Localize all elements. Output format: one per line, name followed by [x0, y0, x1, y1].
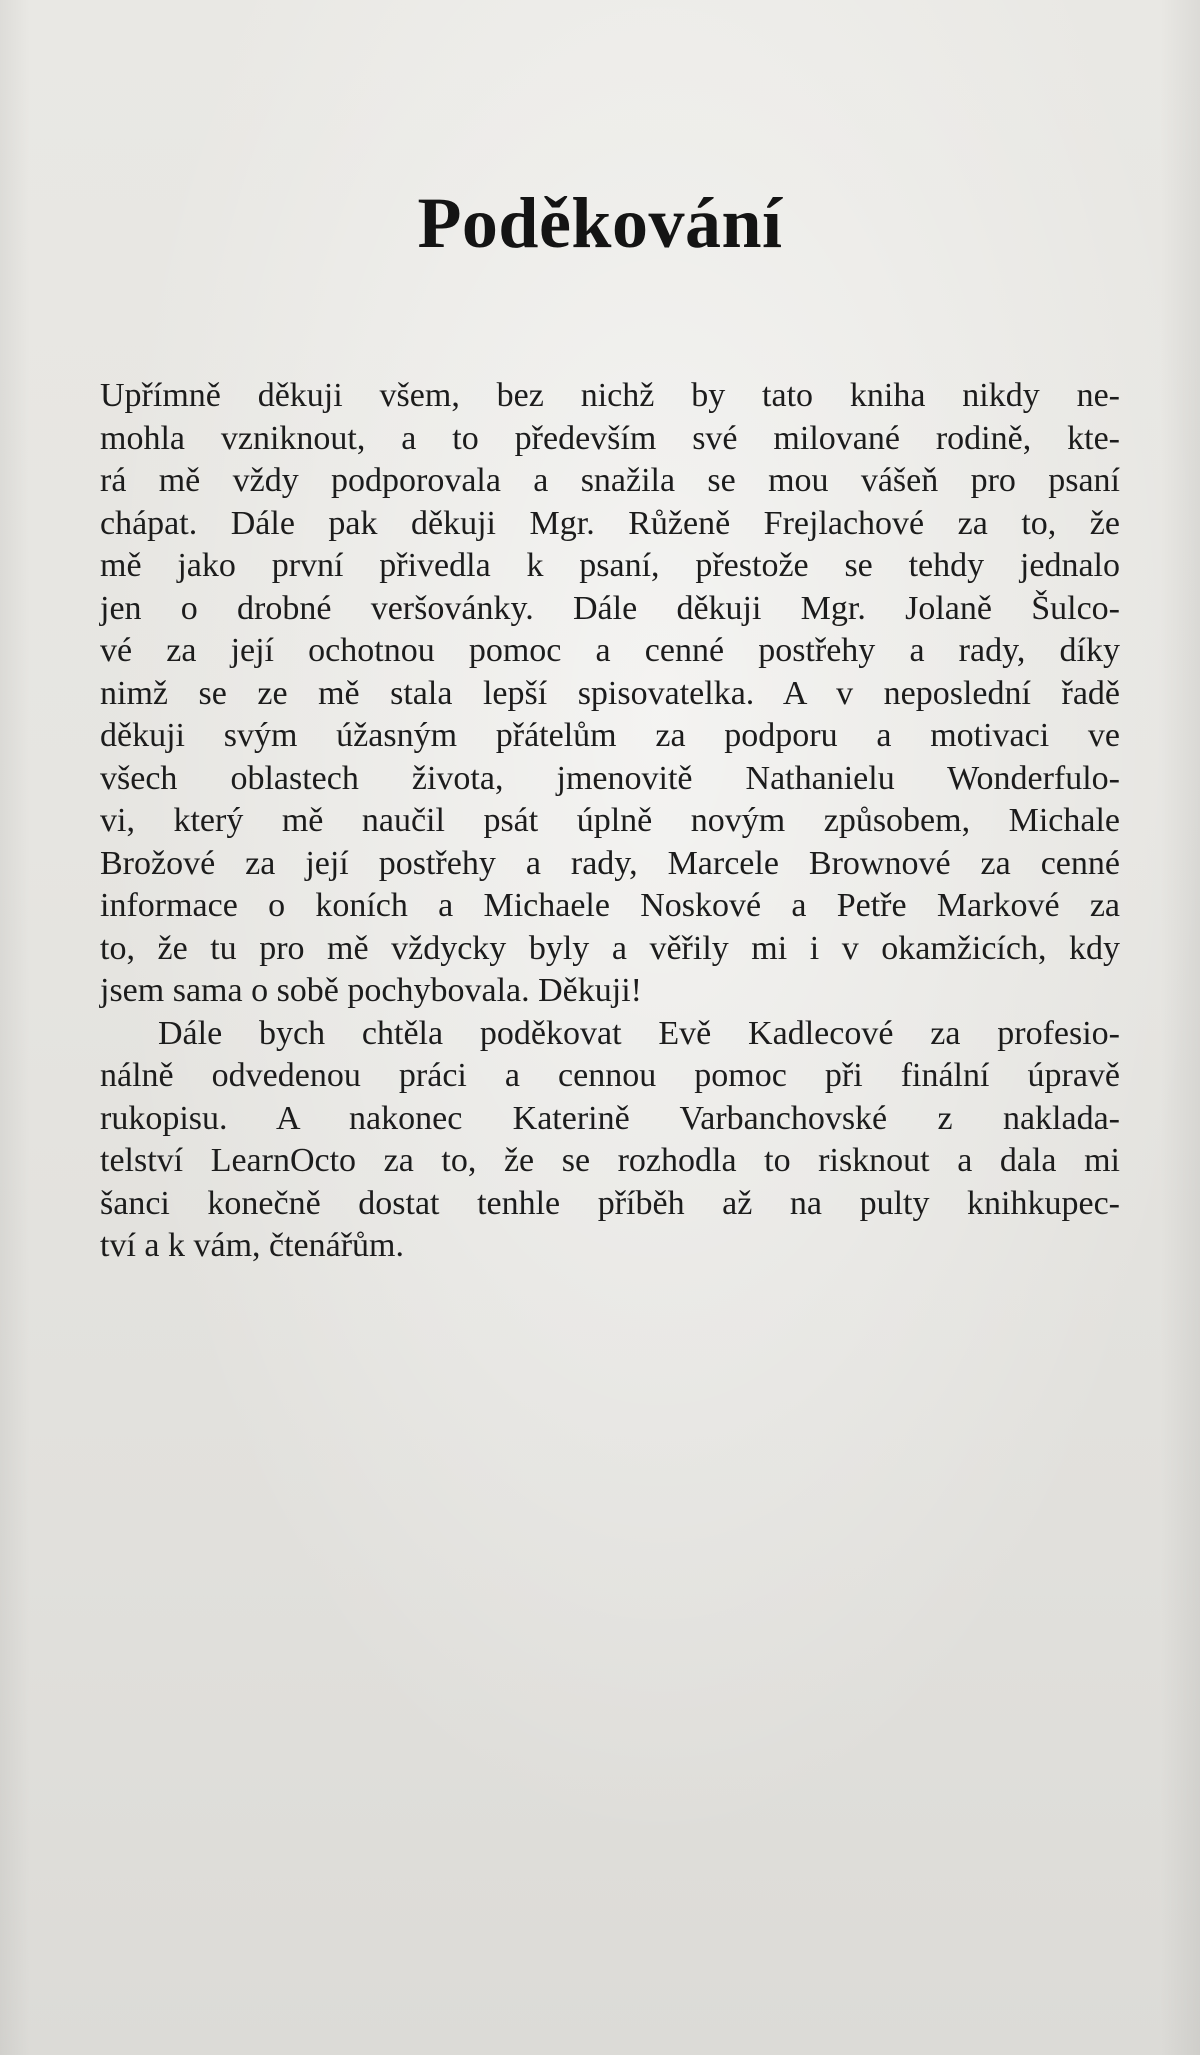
text-line: informace o koních a Michaele Noskové a Petře Markové za [100, 887, 1120, 924]
text-line: to, že tu pro mě vždycky byly a věřily mi i v okamžicích, kdy [100, 929, 1120, 967]
acknowledgements-text [100, 375, 1120, 1268]
text-line: jen o drobné veršovánky. Dále děkuji Mgr. Jolaně Šulco- [100, 589, 1120, 627]
text-line: telství LearnOcto za to, že se rozhodla to risknout a dala mi [100, 1142, 1120, 1179]
text-line: mě jako první přivedla k psaní, přestože se tehdy jednalo [100, 547, 1120, 584]
paragraph-1 [100, 375, 1120, 1013]
page-title: Poděkování [417, 183, 783, 263]
text-line: tví a k vám, čtenářům. [100, 1227, 405, 1264]
text-line: rukopisu. A nakonec Katerině Varbanchovské z naklada- [100, 1099, 1120, 1137]
text-line: nimž se ze mě stala lepší spisovatelka. A v neposlední řadě [100, 674, 1120, 712]
text-line: děkuji svým úžasným přátelům za podporu a motivaci ve [100, 717, 1120, 754]
text-line: chápat. Dále pak děkuji Mgr. Růženě Frejlachové za to, že [100, 504, 1120, 542]
text-line: jsem sama o sobě pochybovala. Děkuji! [100, 972, 642, 1009]
text-line: všech oblastech života, jmenovitě Nathanielu Wonderfulo- [100, 759, 1120, 797]
text-line: vé za její ochotnou pomoc a cenné postřehy a rady, díky [100, 632, 1120, 669]
text-line: rá mě vždy podporovala a snažila se mou vášeň pro psaní [100, 462, 1120, 499]
text-line: šanci konečně dostat tenhle příběh až na pulty knihkupec- [100, 1184, 1120, 1222]
paragraph-2 [100, 1013, 1120, 1268]
text-line: Brožové za její postřehy a rady, Marcele Brownové za cenné [100, 844, 1120, 882]
text-line: mohla vzniknout, a to především své milované rodině, kte- [100, 419, 1120, 457]
text-line: Upřímně děkuji všem, bez nichž by tato kniha nikdy ne- [100, 377, 1120, 414]
text-line: nálně odvedenou práci a cennou pomoc při finální úpravě [100, 1057, 1120, 1094]
text-line: Dále bych chtěla poděkovat Evě Kadlecové za profesio- [158, 1014, 1120, 1052]
text-line: vi, který mě naučil psát úplně novým způsobem, Michale [100, 802, 1120, 839]
